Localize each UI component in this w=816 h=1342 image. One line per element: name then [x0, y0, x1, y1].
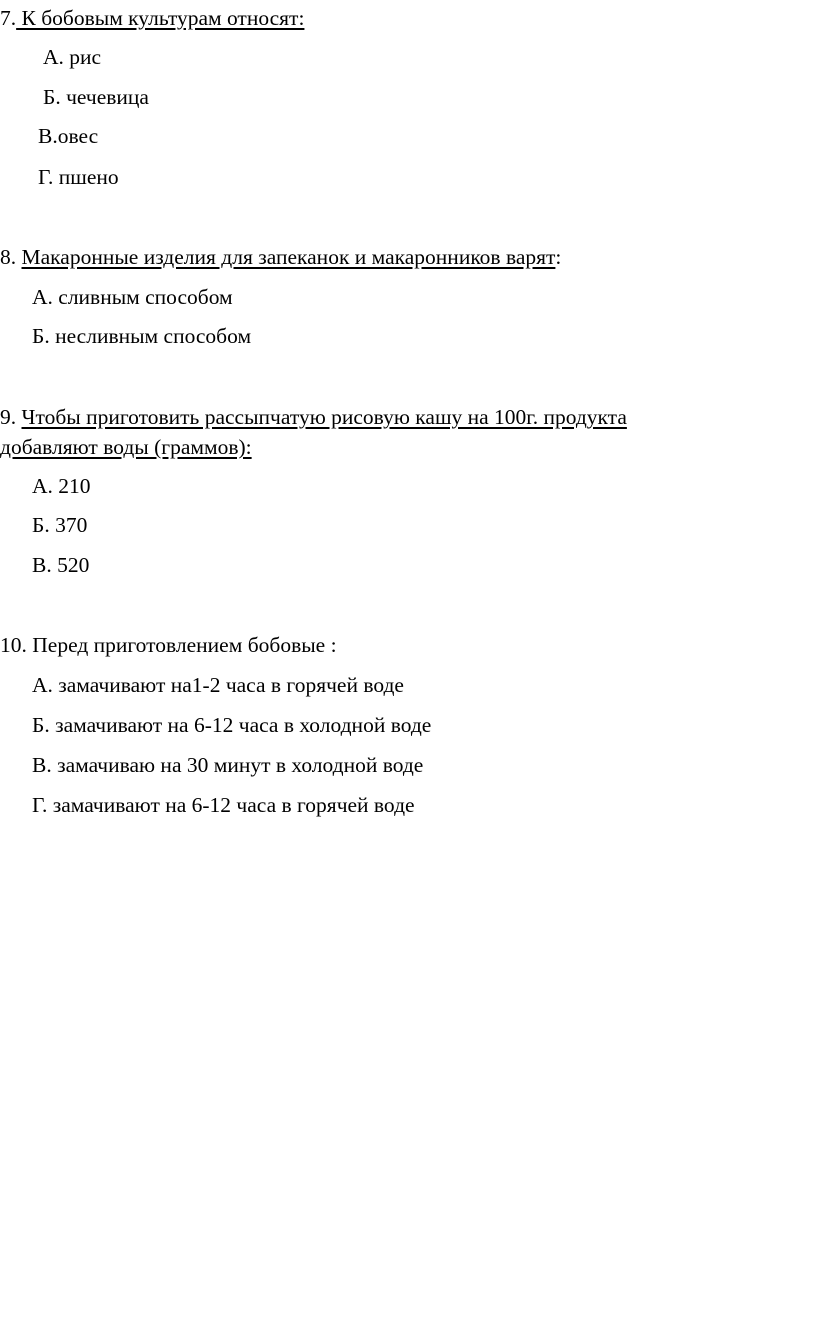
option-b: Б. замачивают на 6-12 часа в холодной воде — [32, 713, 432, 737]
option-v: В. 520 — [32, 553, 90, 577]
option-g: Г. замачивают на 6-12 часа в горячей воде — [32, 793, 415, 817]
option-g: Г. пшено — [38, 165, 119, 189]
question-text: Перед приготовлением бобовые : — [32, 633, 337, 657]
question-7-heading — [0, 5, 304, 31]
question-10-heading — [0, 632, 337, 658]
option-b: Б. 370 — [32, 513, 88, 537]
option-b: Б. чечевица — [43, 85, 149, 109]
option-a: А. рис — [43, 45, 102, 69]
question-text: Макаронные изделия для запеканок и макаронников варят — [21, 245, 556, 269]
question-9-heading — [0, 404, 627, 430]
option-b: Б. несливным способом — [32, 324, 252, 348]
question-suffix: : — [555, 245, 562, 269]
question-number: 7. — [0, 6, 17, 30]
question-text-line1: Чтобы приготовить рассыпчатую рисовую кашу на 100г. продукта — [21, 405, 627, 429]
question-number: 8. — [0, 245, 17, 269]
question-8-heading — [0, 244, 561, 270]
option-a: А. 210 — [32, 474, 91, 498]
option-a: А. сливным способом — [32, 285, 233, 309]
question-text: К бобовым культурам относят: — [16, 6, 305, 30]
option-a: А. замачивают на1-2 часа в горячей воде — [32, 673, 404, 697]
question-number: 9. — [0, 405, 17, 429]
option-v: В.овес — [38, 124, 99, 148]
question-number: 10. — [0, 633, 27, 657]
question-text-line2: добавляют воды (граммов): — [0, 435, 252, 459]
option-v: В. замачиваю на 30 минут в холодной воде — [32, 753, 424, 777]
